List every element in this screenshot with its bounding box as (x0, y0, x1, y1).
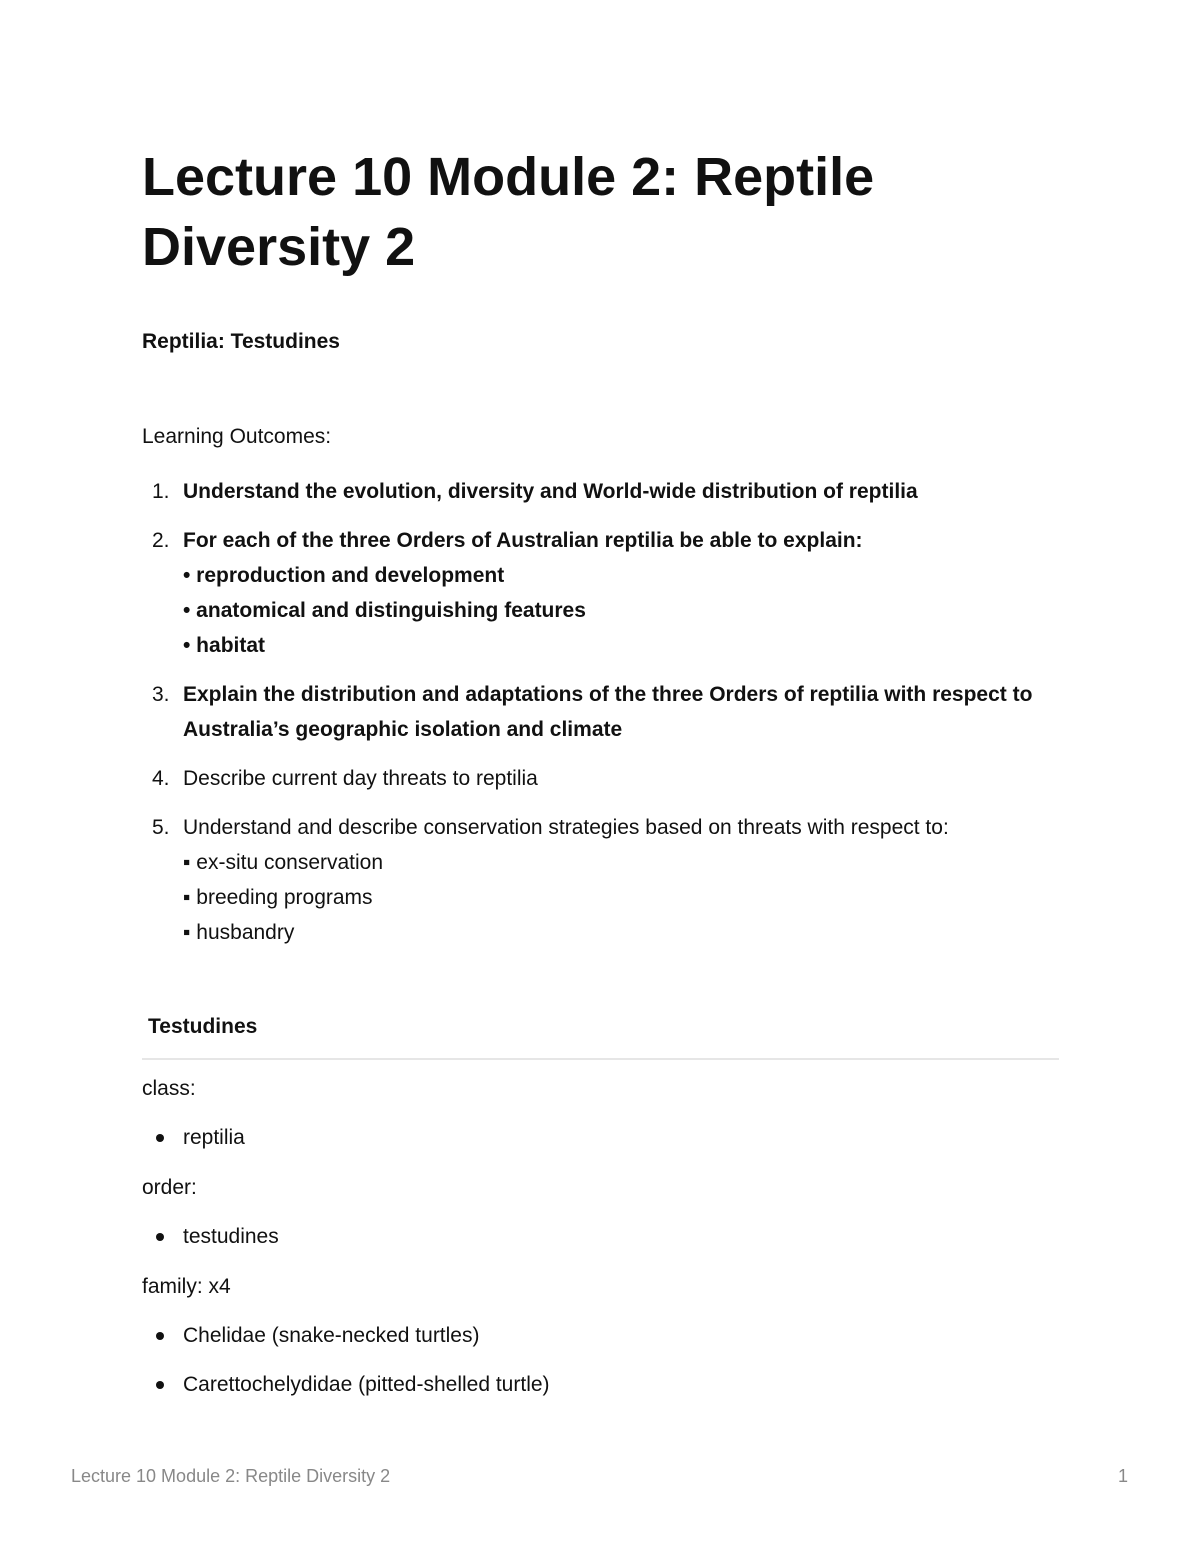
page-title: Lecture 10 Module 2: Reptile Diversity 2 (142, 147, 875, 277)
list-item (142, 1322, 1042, 1350)
class-label: class: (142, 1077, 196, 1100)
bullet-icon (156, 1134, 164, 1142)
outcome-text: Explain the distribution and adaptations of the three Orders of reptilia with respect to Australia’s geographic isolation and climate (183, 683, 1033, 741)
taxonomy-section (142, 1075, 1042, 1399)
outcome-text: Understand the evolution, diversity and World-wide distribution of reptilia (183, 480, 918, 503)
outcome-subitem: • anatomical and distinguishing features (183, 599, 586, 622)
list-item (142, 1124, 1042, 1152)
outcome-subitem: • reproduction and development (183, 564, 505, 587)
outcome-item (142, 810, 1062, 950)
outcome-number: 4. (152, 767, 170, 790)
bullet-icon (156, 1381, 164, 1389)
learning-outcomes-list (142, 474, 1062, 964)
outcome-number: 1. (152, 480, 170, 503)
list-item (142, 1371, 1042, 1399)
order-label: order: (142, 1176, 197, 1199)
order-list (142, 1223, 1042, 1251)
outcome-subitem: ▪ ex-situ conservation (183, 851, 384, 874)
outcome-item (142, 523, 1062, 663)
family-label: family: x4 (142, 1275, 231, 1298)
family-item: Carettochelydidae (pitted-shelled turtle) (183, 1373, 550, 1396)
outcome-text: For each of the three Orders of Australian reptilia be able to explain: (183, 529, 863, 552)
list-item (142, 1223, 1042, 1251)
outcome-item (142, 474, 1062, 509)
subtitle: Reptilia: Testudines (142, 330, 340, 353)
outcome-subitem: ▪ husbandry (183, 921, 295, 944)
section-divider (142, 1058, 1059, 1060)
outcome-item (142, 761, 1062, 796)
outcome-item (142, 677, 1062, 747)
bullet-icon (156, 1332, 164, 1340)
family-list (142, 1322, 1042, 1399)
bullet-icon (156, 1233, 164, 1241)
class-list (142, 1124, 1042, 1152)
outcome-subitem: ▪ breeding programs (183, 886, 373, 909)
footer-title: Lecture 10 Module 2: Reptile Diversity 2 (71, 1466, 391, 1486)
section-heading: Testudines (148, 1015, 258, 1038)
family-item: Chelidae (snake-necked turtles) (183, 1324, 480, 1347)
order-item: testudines (183, 1225, 279, 1248)
outcome-number: 5. (152, 816, 170, 839)
outcome-text: Describe current day threats to reptilia (183, 767, 538, 790)
outcome-text: Understand and describe conservation strategies based on threats with respect to: (183, 816, 949, 839)
page-number: 1 (1118, 1466, 1129, 1486)
outcome-number: 3. (152, 683, 170, 706)
outcome-subitem: • habitat (183, 634, 266, 657)
class-item: reptilia (183, 1126, 245, 1149)
outcome-number: 2. (152, 529, 170, 552)
learning-outcomes-label: Learning Outcomes: (142, 425, 332, 448)
